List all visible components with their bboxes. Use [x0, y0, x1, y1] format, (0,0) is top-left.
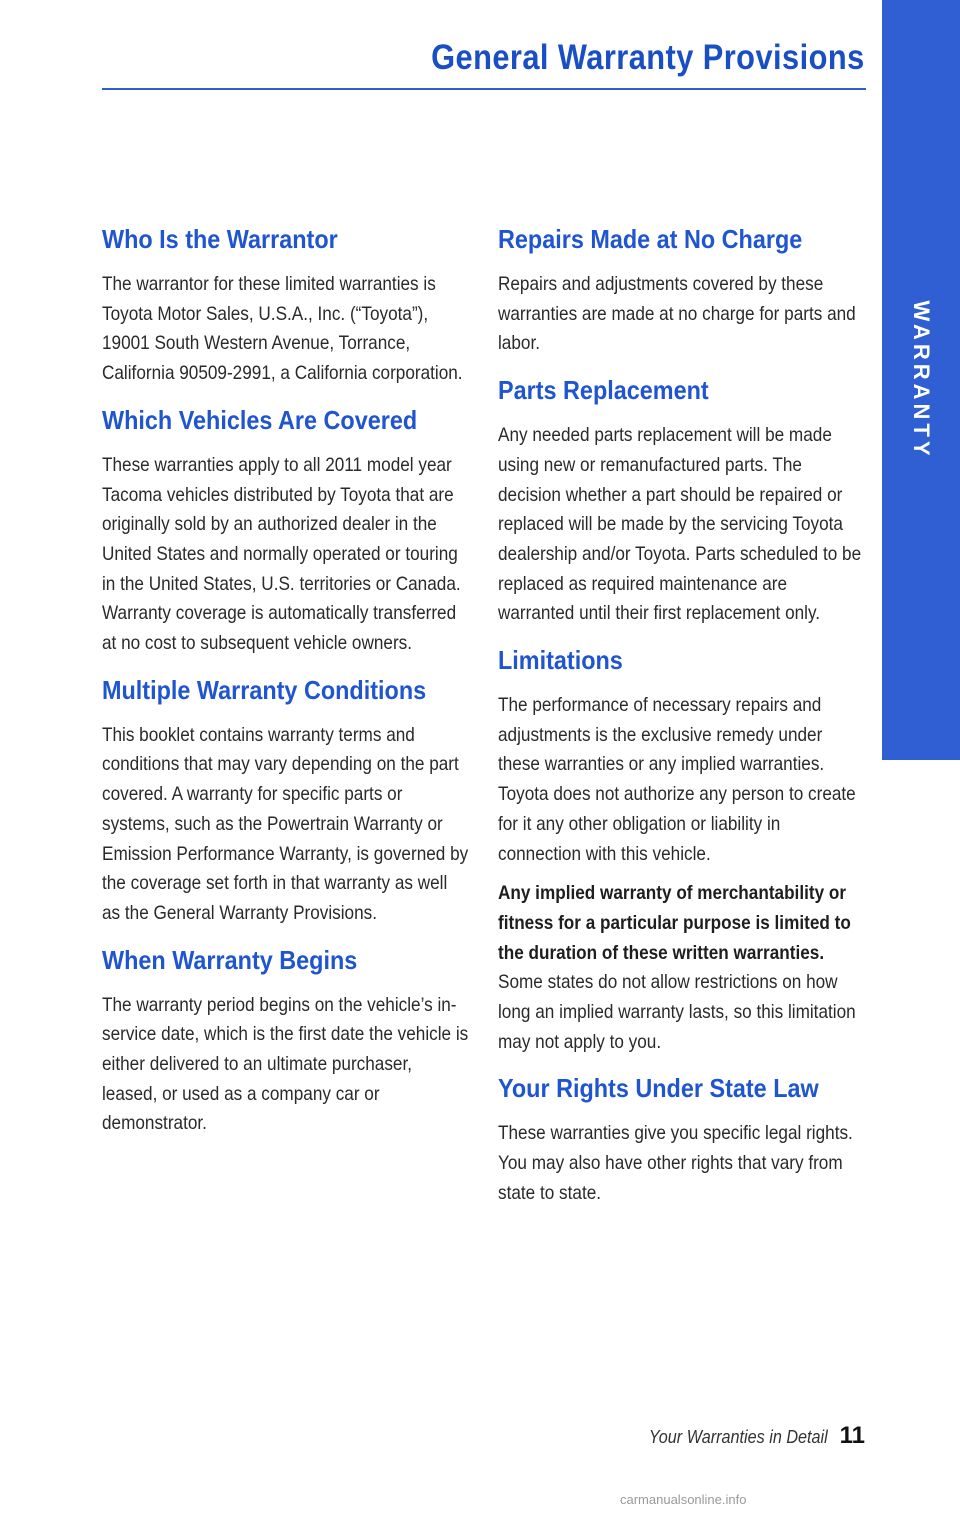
- footer-label: Your Warranties in Detail: [648, 1427, 828, 1447]
- section-heading: Limitations: [498, 645, 623, 676]
- right-column: [498, 222, 868, 1223]
- section-body: The performance of necessary repairs and adjustments is the exclusive remedy under these warranties or any implied warranties. Toyota does not authorize any person to create for it any other obligation or liability in connection with this vehicle.: [498, 694, 856, 865]
- section-heading: When Warranty Begins: [102, 944, 358, 975]
- watermark: carmanualsonline.info: [620, 1492, 747, 1507]
- section-body: These warranties apply to all 2011 model year Tacoma vehicles distributed by Toyota that are originally sold by an authorized dealer in the United States and normally operated or touring in the United States, U.S. territories or Canada. Warranty coverage is automatically transferred at no cost to subsequent vehicle owners.: [102, 453, 461, 655]
- implied-warranty-paragraph: [498, 879, 866, 1057]
- section-parts: [498, 373, 868, 629]
- section-multiple-conditions: [102, 673, 472, 929]
- title-divider: [102, 88, 866, 90]
- section-body: Repairs and adjustments covered by these warranties are made at no charge for parts and labor.: [498, 273, 856, 355]
- section-body: Any needed parts replacement will be made using new or remanufactured parts. The decision whether a part should be repaired or replaced will be made by the servicing Toyota dealership and/or Toyota. Parts scheduled to be replaced as required maintenance are warranted until their first replacement only.: [498, 424, 862, 625]
- implied-warranty-bold: Any implied warranty of merchantability or fitness for a particular purpose is limited to the duration of these written warranties.: [498, 882, 851, 964]
- section-heading: Repairs Made at No Charge: [498, 224, 803, 254]
- section-heading: Multiple Warranty Conditions: [102, 674, 427, 705]
- section-body: This booklet contains warranty terms and conditions that may vary depending on the part covered. A warranty for specific parts or systems, such as the Powertrain Warranty or Emission Performance Warranty, is governed by the coverage set forth in that warranty as well as the General Warranty Provisions.: [102, 723, 469, 924]
- page-number: 11: [839, 1422, 865, 1449]
- page-footer: [629, 1422, 865, 1450]
- section-repairs: [498, 222, 868, 359]
- implied-warranty-text: Some states do not allow restrictions on how long an implied warranty lasts, so this limitation may not apply to you.: [498, 971, 856, 1053]
- left-column: [102, 222, 472, 1153]
- section-tab-label: WARRANTY: [909, 300, 934, 460]
- section-heading: Who Is the Warrantor: [102, 224, 338, 254]
- section-body: The warrantor for these limited warranties is Toyota Motor Sales, U.S.A., Inc. (“Toyota”), 19001 South Western Avenue, Torrance, California 90509-2991, a California corporation.: [102, 273, 463, 385]
- section-vehicles-covered: [102, 403, 472, 659]
- section-body: The warranty period begins on the vehicle’s in-service date, which is the first date the vehicle is either delivered to an ultimate purchaser, leased, or used as a company car or demonstrator.: [102, 993, 469, 1135]
- section-heading: Your Rights Under State Law: [498, 1073, 819, 1104]
- section-heading: Parts Replacement: [498, 375, 709, 406]
- section-state-law: [498, 1071, 868, 1208]
- page-title: General Warranty Provisions: [431, 38, 865, 77]
- section-heading: Which Vehicles Are Covered: [102, 404, 418, 435]
- section-warranty-begins: [102, 943, 472, 1140]
- section-limitations: [498, 643, 868, 1057]
- section-body: These warranties give you specific legal rights. You may also have other rights that vary from state to state.: [498, 1122, 853, 1204]
- section-warrantor: [102, 222, 472, 389]
